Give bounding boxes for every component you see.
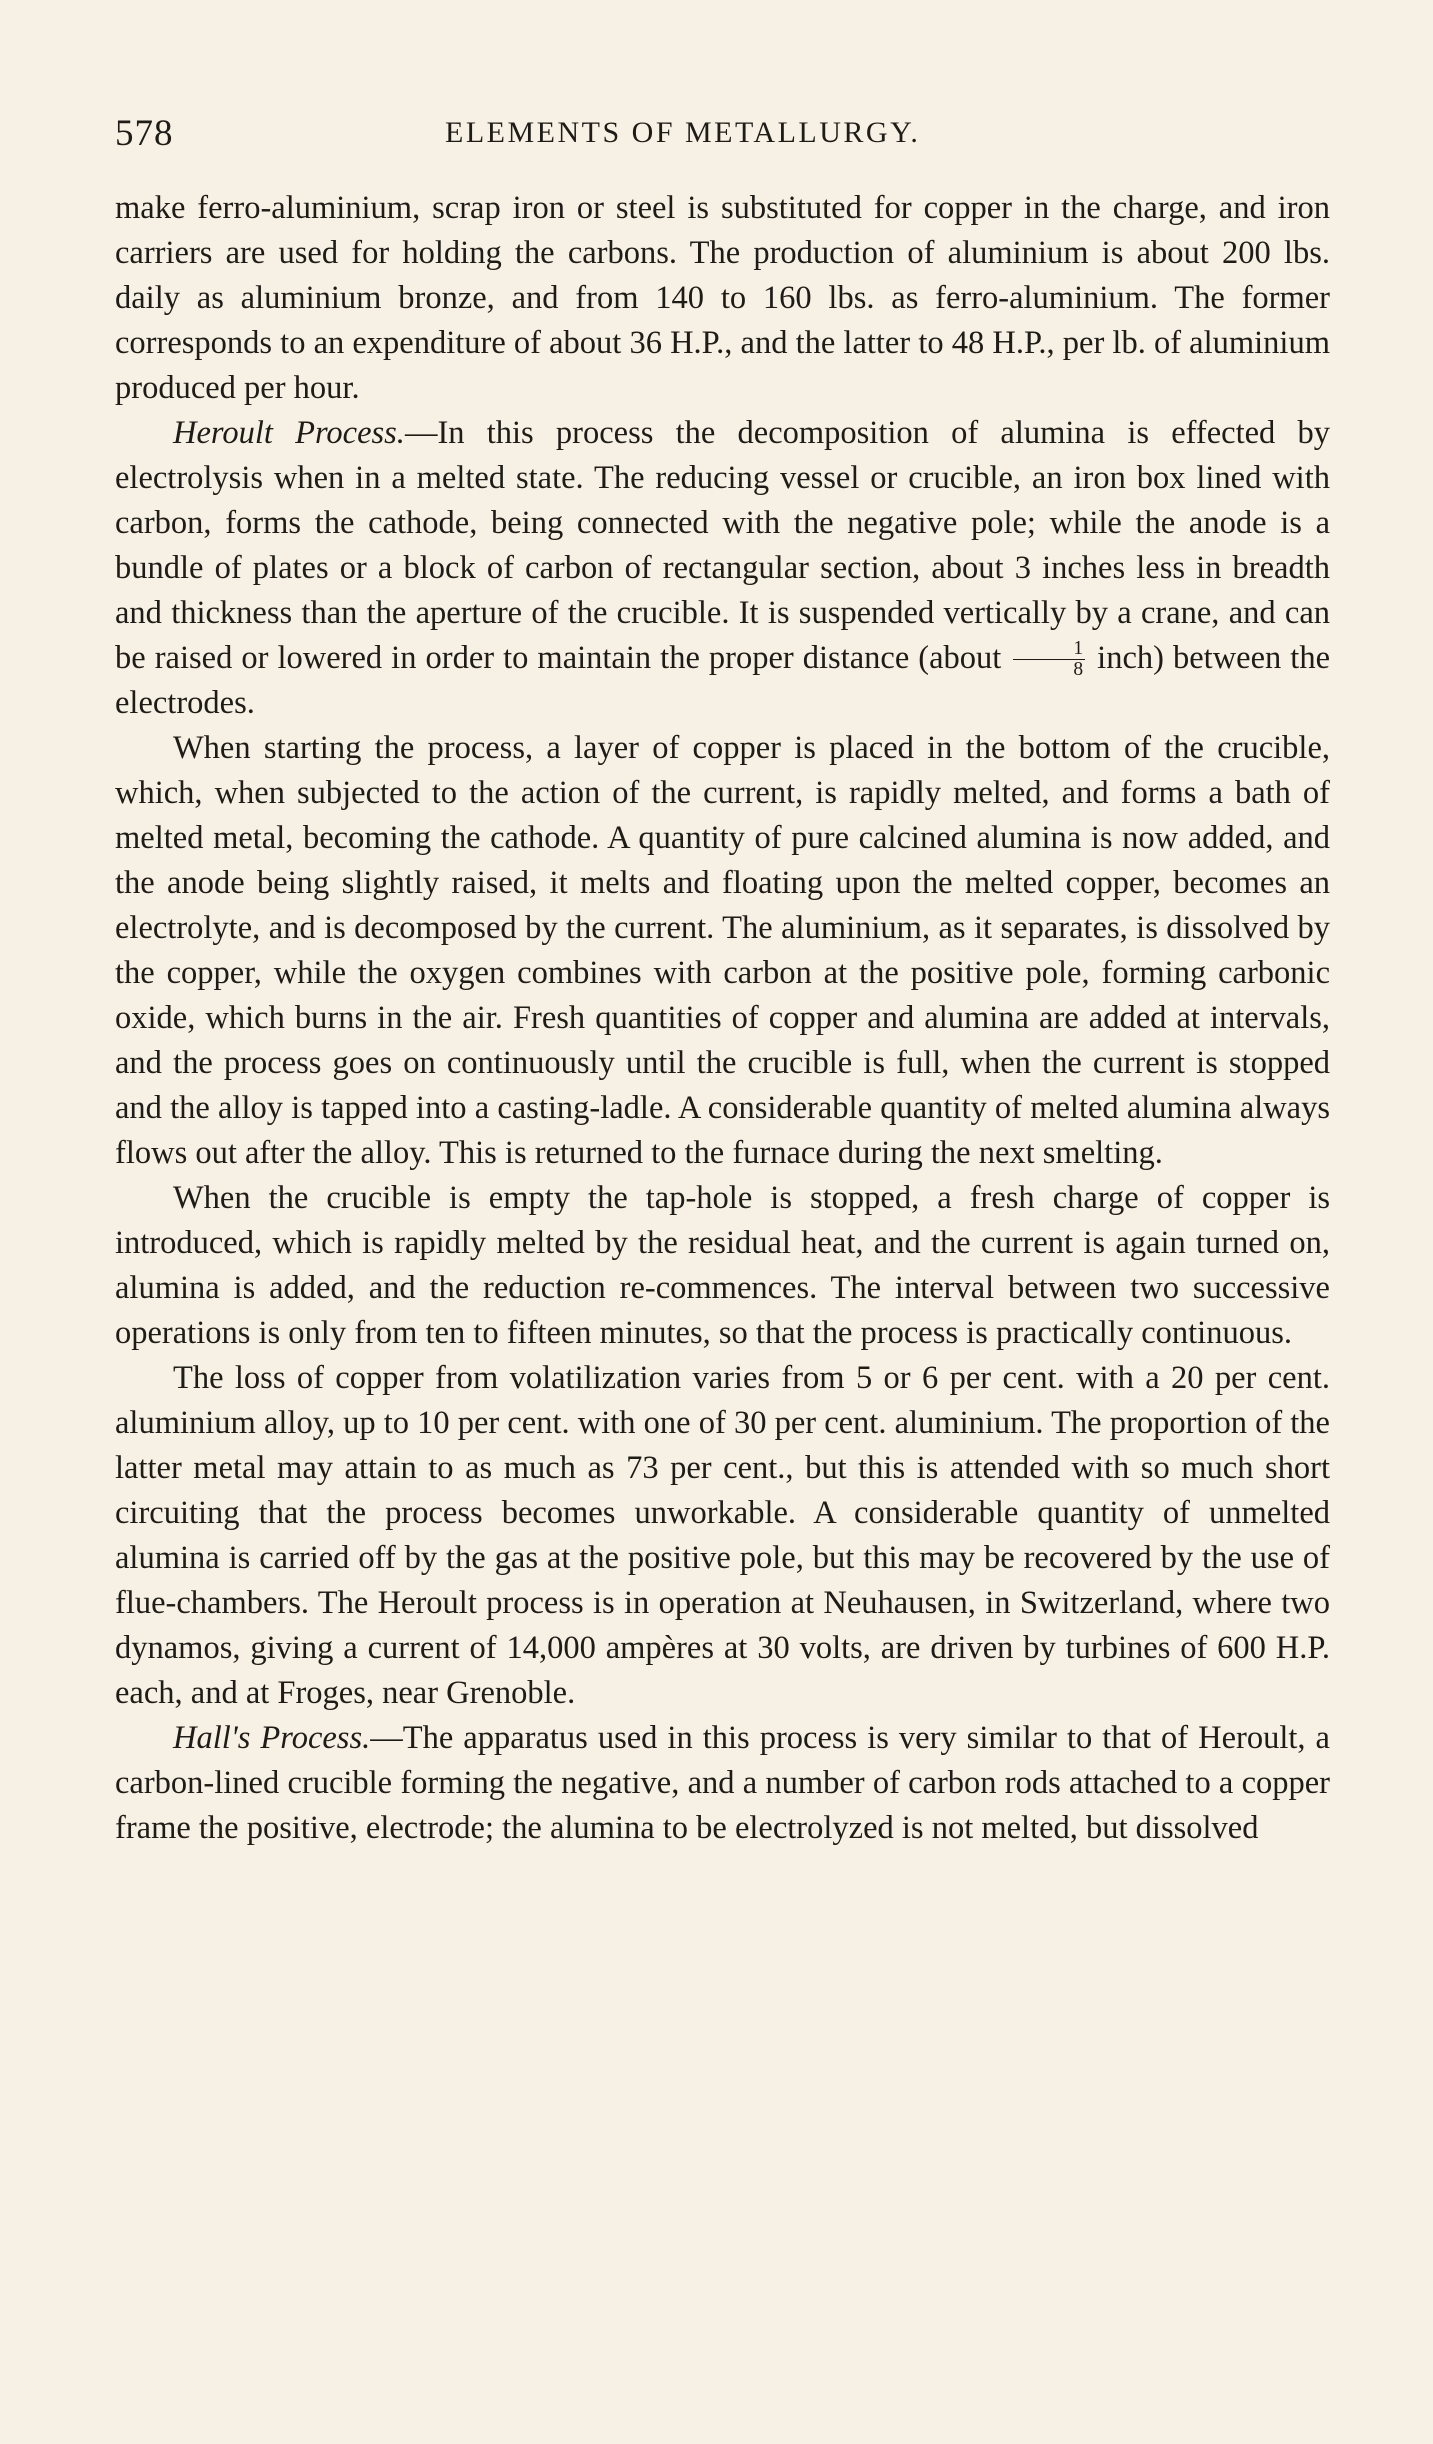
paragraph-starting-process (115, 726, 1330, 1176)
running-head (115, 112, 1330, 164)
paragraph-text: inch) between the electrodes. (115, 640, 1331, 721)
paragraph-text: make ferro-aluminium, scrap iron or steel is substituted for copper in the charge, and iron carriers are used for holding the carbons. The production of aluminium is about 200 lbs. daily as aluminium bronze, and from 140 to 160 lbs. as ferro-aluminium. The former corresponds to an expenditure of about 36 H.P., and the latter to 48 H.P., per lb. of aluminium produced per hour. (115, 190, 1330, 406)
fraction-one-eighth (1013, 639, 1085, 679)
running-title: ELEMENTS OF METALLURGY. (445, 116, 921, 149)
run-in-heading-heroult: Heroult Process. (173, 415, 405, 451)
paragraph-text: —In this process the decomposition of alumina is effected by electrolysis when in a melted state. The reducing vessel or crucible, an iron box lined with carbon, forms the cathode, being connected with the negative pole; while the anode is a bundle of plates or a block of carbon of rectangular section, about 3 inches less in breadth and thickness than the aperture of the crucible. It is suspended vertically by a crane, and can be raised or lowered in order to maintain the proper distance (about (115, 415, 1330, 676)
paragraph-halls-process (115, 1716, 1330, 1851)
paragraph-text: When starting the process, a layer of copper is placed in the bottom of the crucible, which, when subjected to the action of the current, is rapidly melted, and forms a bath of melted metal, becoming the cathode. A quantity of pure calcined alumina is now added, and the anode being slightly raised, it melts and floating upon the melted copper, becomes an electrolyte, and is decomposed by the current. The aluminium, as it separates, is dissolved by the copper, while the oxygen combines with carbon at the positive pole, forming carbonic oxide, which burns in the air. Fresh quantities of copper and alumina are added at intervals, and the process goes on continuously until the crucible is full, when the current is stopped and the alloy is tapped into a casting-ladle. A considerable quantity of melted alumina always flows out after the alloy. This is returned to the furnace during the next smelting. (115, 730, 1330, 1171)
paragraph-text: The loss of copper from volatilization varies from 5 or 6 per cent. with a 20 per cent. aluminium alloy, up to 10 per cent. with one of 30 per cent. aluminium. The proportion of the latter metal may attain to as much as 73 per cent., but this is attended with so much short circuiting that the process becomes unworkable. A considerable quantity of unmelted alumina is carried off by the gas at the positive pole, but this may be recovered by the use of flue-chambers. The Heroult process is in operation at Neuhausen, in Switzerland, where two dynamos, giving a current of 14,000 ampères at 30 volts, are driven by turbines of 600 H.P. each, and at Froges, near Grenoble. (115, 1360, 1330, 1711)
paragraph-text: —The apparatus used in this process is very similar to that of Heroult, a carbon-lined crucible forming the negative, and a number of carbon rods attached to a copper frame the positive, electrode; the alumina to be electrolyzed is not melted, but dissolved (115, 1720, 1330, 1846)
paragraph-copper-loss (115, 1356, 1330, 1716)
paragraph-continuation (115, 186, 1330, 411)
fraction-denominator: 8 (1073, 658, 1084, 680)
paragraph-heroult-process (115, 411, 1330, 726)
body-text (115, 186, 1330, 1851)
paragraph-crucible-empty (115, 1176, 1330, 1356)
fraction-numerator: 1 (1013, 639, 1085, 660)
run-in-heading-hall: Hall's Process. (173, 1720, 371, 1756)
paragraph-text: When the crucible is empty the tap-hole is stopped, a fresh charge of copper is introduced, which is rapidly melted by the residual heat, and the current is again turned on, alumina is added, and the reduction re-commences. The interval between two successive operations is only from ten to fifteen minutes, so that the process is practically continuous. (115, 1180, 1330, 1351)
page-number: 578 (115, 113, 174, 154)
